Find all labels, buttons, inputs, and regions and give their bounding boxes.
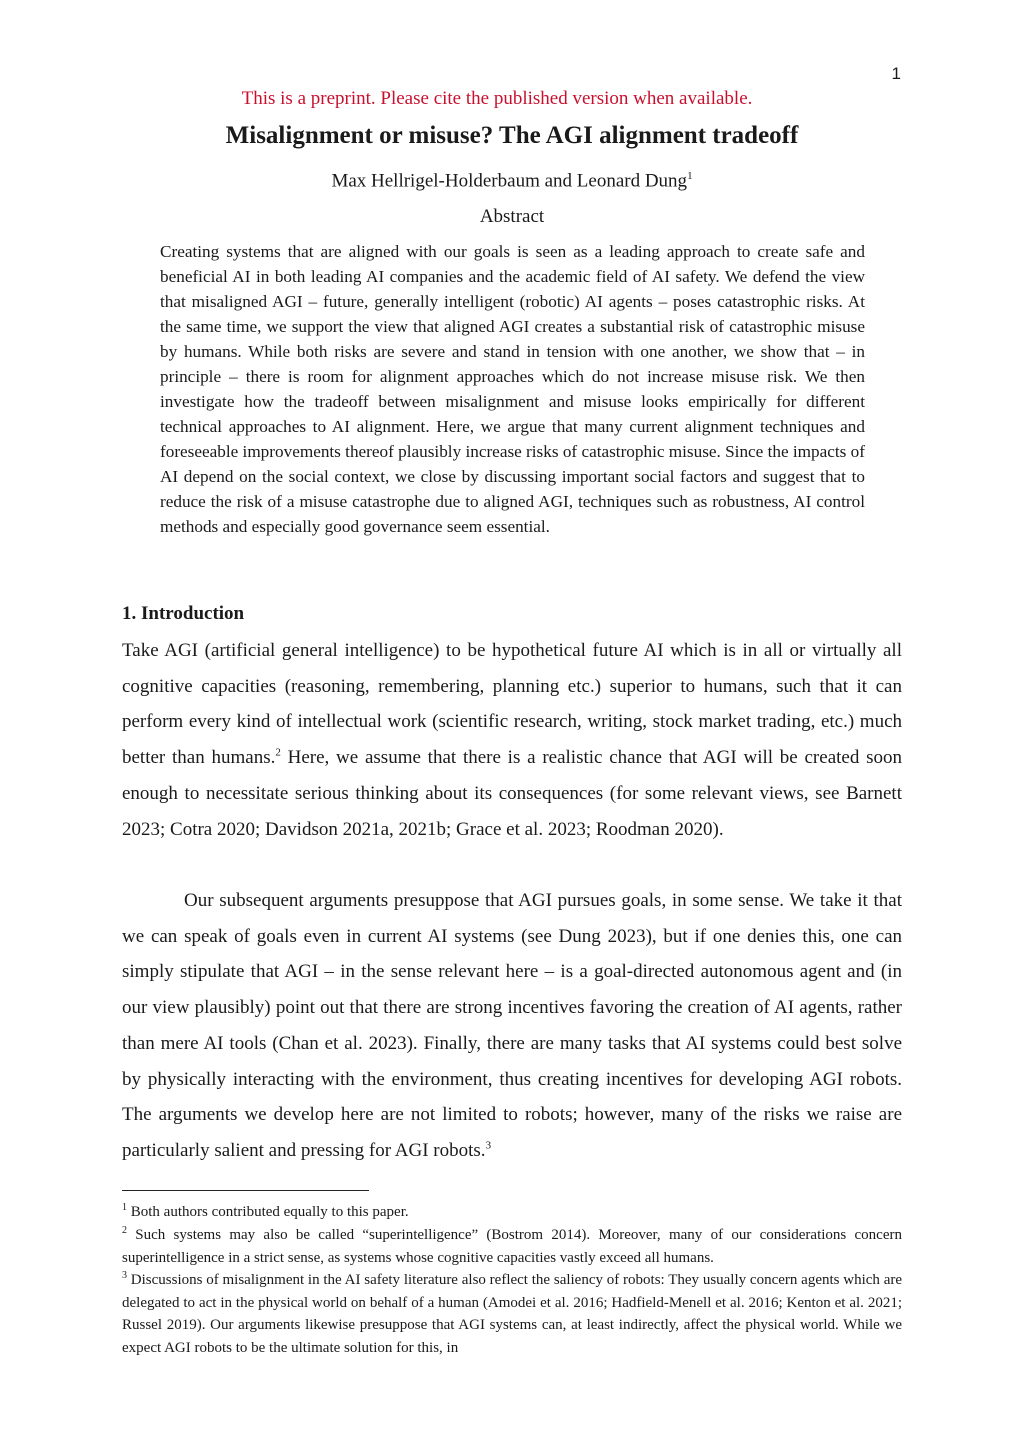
footnote-3-text: Discussions of misalignment in the AI safety literature also reflect the saliency of robots: They usually concern agents which are delegated to act in the physical world on behalf of a human (Amodei et al. 2016; Hadfield-Menell et al. 2016; Kenton et al. 2021; Russel 2019). Our arguments likewise presuppose that AGI systems can, at least indirectly, affect the physical world. While we expect AGI robots to be the ultimate solution for this, in [122, 1272, 902, 1356]
intro-paragraph-1 [122, 633, 902, 847]
intro-paragraph-1-part-a: Take AGI (artificial general intelligence) to be hypothetical future AI which is in all or virtually all cognitive capacities (reasoning, remembering, planning etc.) superior to humans, such that it can perform every kind of intellectual work (scientific research, writing, stock market trading, etc.) much better than humans. [122, 640, 902, 769]
preprint-notice: This is a preprint. Please cite the published version when available. [241, 88, 753, 109]
footnote-ref-3: 3 [485, 1139, 492, 1152]
footnote-2-mark: 2 [122, 1225, 127, 1236]
abstract-heading: Abstract [479, 206, 545, 227]
author-names: Max Hellrigel-Holderbaum and Leonard Dung [331, 170, 688, 192]
authors-line [0, 170, 1024, 192]
footnote-1-mark: 1 [122, 1202, 127, 1213]
footnote-ref-1: 1 [687, 170, 693, 182]
footnote-ref-2: 2 [275, 746, 281, 759]
page-number: 1 [891, 64, 901, 83]
paper-title: Misalignment or misuse? The AGI alignment tradeoff [225, 122, 799, 149]
footnote-2-text: Such systems may also be called “superintelligence” (Bostrom 2014). Moreover, many of our considerations concern superintelligence in a strict sense, as systems whose cognitive capacities vastly exceed all humans. [122, 1227, 902, 1266]
footnote-2 [122, 1224, 902, 1269]
intro-paragraph-1-part-b: Here, we assume that there is a realistic chance that AGI will be created soon enough to necessitate serious thinking about its consequences (for some relevant views, see Barnett 2023; Cotra 2020; Davidson 2021a, 2021b; Grace et al. 2023; Roodman 2020). [122, 747, 902, 840]
section-heading-introduction: 1. Introduction [122, 603, 245, 624]
intro-paragraph-2 [122, 883, 902, 1169]
footnote-1-text: Both authors contributed equally to this paper. [127, 1204, 409, 1220]
footnote-1 [122, 1201, 902, 1224]
footnote-separator [122, 1190, 369, 1191]
footnote-3 [122, 1269, 902, 1359]
footnote-3-mark: 3 [122, 1270, 127, 1281]
abstract-text: Creating systems that are aligned with our goals is seen as a leading approach to create safe and beneficial AI in both leading AI companies and the academic field of AI safety. We defend the view that misaligned AGI – future, generally intelligent (robotic) AI agents – poses catastrophic risks. At the same time, we support the view that aligned AGI creates a substantial risk of catastrophic misuse by humans. While both risks are severe and stand in tension with one another, we show that – in principle – there is room for alignment approaches which do not increase misuse risk. We then investigate how the tradeoff between misalignment and misuse looks empirically for different technical approaches to AI alignment. Here, we argue that many current alignment techniques and foreseeable improvements thereof plausibly increase risks of catastrophic misuse. Since the impacts of AI depend on the social context, we close by discussing important social factors and suggest that to reduce the risk of a misuse catastrophe due to aligned AGI, techniques such as robustness, AI control methods and especially good governance seem essential. [160, 242, 865, 536]
intro-paragraph-2-text: Our subsequent arguments presuppose that AGI pursues goals, in some sense. We take it that we can speak of goals even in current AI systems (see Dung 2023), but if one denies this, one can simply stipulate that AGI – in the sense relevant here – is a goal-directed autonomous agent and (in our view plausibly) point out that there are strong incentives favoring the creation of AI agents, rather than mere AI tools (Chan et al. 2023). Finally, there are many tasks that AI systems could best solve by physically interacting with the environment, thus creating incentives for developing AGI robots. The arguments we develop here are not limited to robots; however, many of the risks we raise are particularly salient and pressing for AGI robots. [122, 890, 902, 1161]
